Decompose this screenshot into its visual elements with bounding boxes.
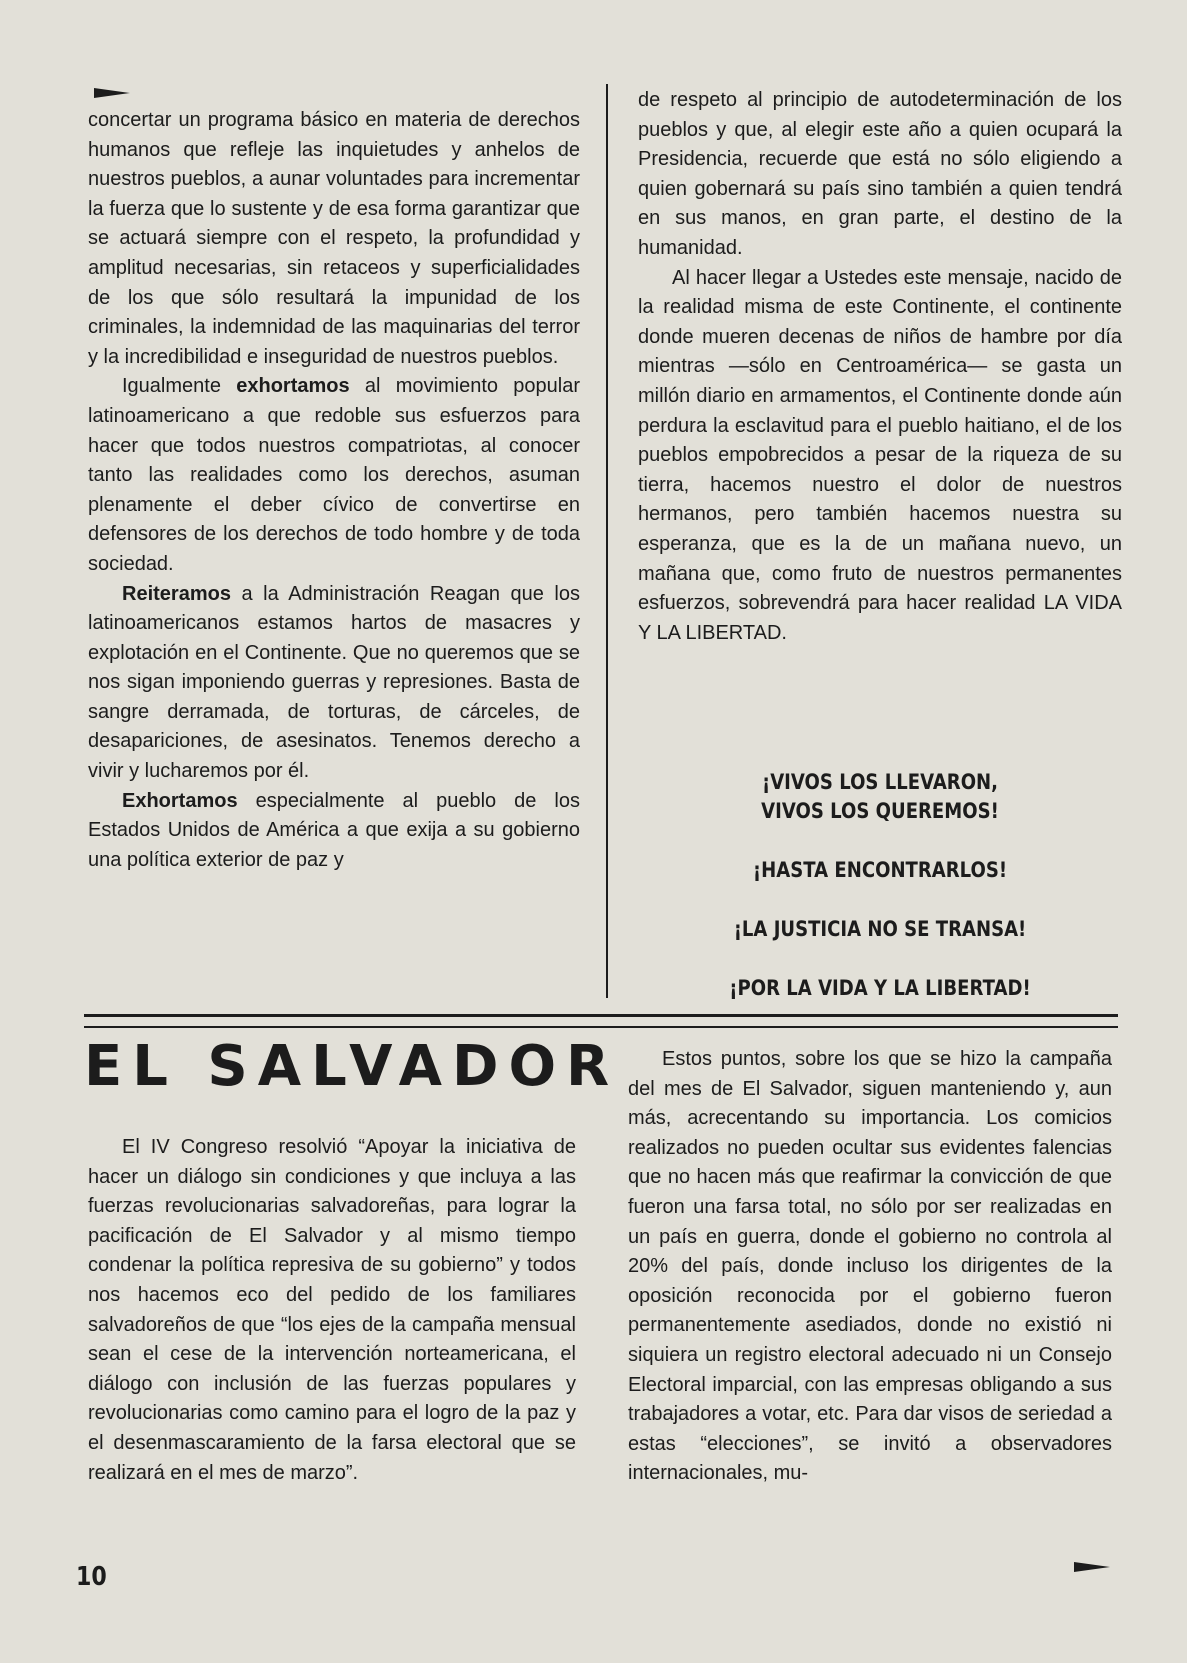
paragraph-text: al movimiento popular latinoamericano a que redoble sus esfuerzos para hacer que todos nuestros compatriotas, al conocer tanto las realidades como los derechos, asuman plenamente el deber cívico de convertirse en defensores de los derechos de todo hombre y de toda sociedad. [88, 375, 580, 575]
slogans-block [672, 768, 1088, 1003]
paragraph-lead: Igualmente [122, 375, 221, 398]
section-divider [84, 1026, 1118, 1028]
top-right-column [638, 86, 1122, 648]
bold-lead: Exhortamos [122, 789, 238, 812]
paragraph: Estos puntos, sobre los que se hizo la campaña del mes de El Salvador, siguen manteniendo y, aun más, acrecentando su importancia. Los comicios realizados no pueden ocultar sus evidentes falencias que no hacen más que reafirmar la convicción de que fueron una farsa total, no sólo por ser realizadas en un país en guerra, donde el gobierno no controla al 20% del país, donde incluso los dirigentes de la oposición reconocida por el gobierno fueron permanentemente asediados, donde no existió ni siquiera un registro electoral adecuado ni un Consejo Electoral imparcial, con las empresas obligando a sus trabajadores a votar, etc. Para dar visos de seriedad a estas “elecciones”, se invitó a observadores internacionales, mu- [628, 1048, 1112, 1485]
slogan: ¡POR LA VIDA Y LA LIBERTAD! [729, 976, 1031, 1000]
paragraph: Al hacer llegar a Ustedes este mensaje, nacido de la realidad misma de este Continente, el continente donde mueren decenas de niños de hambre por día mientras —sólo en Centroamérica— se gasta un millón diario en armamentos, el Continente donde aún perdura la esclavitud para el pueblo haitiano, el de los pueblos empobrecidos a pesar de la riqueza de su tierra, hacemos nuestro el dolor de nuestros hermanos, pero también hacemos nuestra su esperanza, que es la de un mañana nuevo, un mañana que, como fruto de nuestros permanentes esfuerzos, sobrevendrá para hacer realidad LA VIDA Y LA LIBERTAD. [638, 266, 1122, 644]
paragraph [88, 787, 580, 876]
paragraph-text: a la Administración Reagan que los latinoamericanos estamos hartos de masacres y explotación en el Continente. Que no queremos que se nos sigan imponiendo guerras y represiones. Basta de sangre derramada, de torturas, de cárceles, de desapariciones, de asesinatos. Tenemos derecho a vivir y lucharemos por él. [88, 582, 580, 783]
slogan-line: ¡VIVOS LOS LLEVARON, [761, 770, 999, 794]
paragraph: El IV Congreso resolvió “Apoyar la iniciativa de hacer un diálogo sin condiciones y que incluya a las fuerzas revolucionarias salvadoreñas, para lograr la pacificación de El Salvador y al mismo tiempo condenar la política represiva de su gobierno” y todos nos hacemos eco del pedido de los familiares salvadoreños de que “los ejes de la campaña mensual sean el cese de la intervención norteamericana, el diálogo con inclusión de las fuerzas populares y revolucionarias como camino para el logro de la paz y el desenmascaramiento de la farsa electoral que se realizará en el mes de marzo”. [88, 1136, 576, 1484]
bold-lead: exhortamos [236, 375, 350, 398]
slogan: ¡LA JUSTICIA NO SE TRANSA! [733, 917, 1027, 941]
bottom-right-column [628, 1045, 1112, 1489]
paragraph: concertar un programa básico en materia de derechos humanos que refleje las inquietudes y anhelos de nuestros pueblos, a aunar voluntades para incrementar la fuerza que lo sustente y de esa forma garantizar que se actuará siempre con el respeto, la profundidad y amplitud necesarias, sin retaceos y superficialidades de los que sólo resultará la impunidad de los criminales, la indemnidad de las maquinarias del terror y la incredibilidad e inseguridad de nuestros pueblos. [88, 109, 580, 368]
section-divider [84, 1014, 1118, 1017]
section-title: EL SALVADOR [84, 1034, 620, 1099]
slogan-line: VIVOS LOS QUEREMOS! [761, 799, 999, 823]
slogan [672, 768, 1088, 826]
paragraph [88, 580, 580, 787]
page-number: 10 [76, 1562, 107, 1592]
paragraph: de respeto al principio de autodeterminación de los pueblos y que, al elegir este año a quien ocupará la Presidencia, recuerde que está no sólo eligiendo a quien gobernará su país sino también a quien tendrá en sus manos, en gran parte, el destino de la humanidad. [638, 89, 1122, 259]
top-left-column [88, 106, 580, 875]
paragraph [88, 372, 580, 579]
arrow-right-icon [1074, 1562, 1110, 1572]
arrow-right-icon [94, 88, 130, 98]
bottom-left-column [88, 1133, 576, 1488]
column-divider [606, 84, 608, 998]
paragraph-text: especialmente al pueblo de los Estados Unidos de América a que exija a su gobierno una política exterior de paz y [88, 789, 580, 871]
slogan: ¡HASTA ENCONTRARLOS! [752, 858, 1008, 882]
bold-lead: Reiteramos [122, 582, 231, 605]
